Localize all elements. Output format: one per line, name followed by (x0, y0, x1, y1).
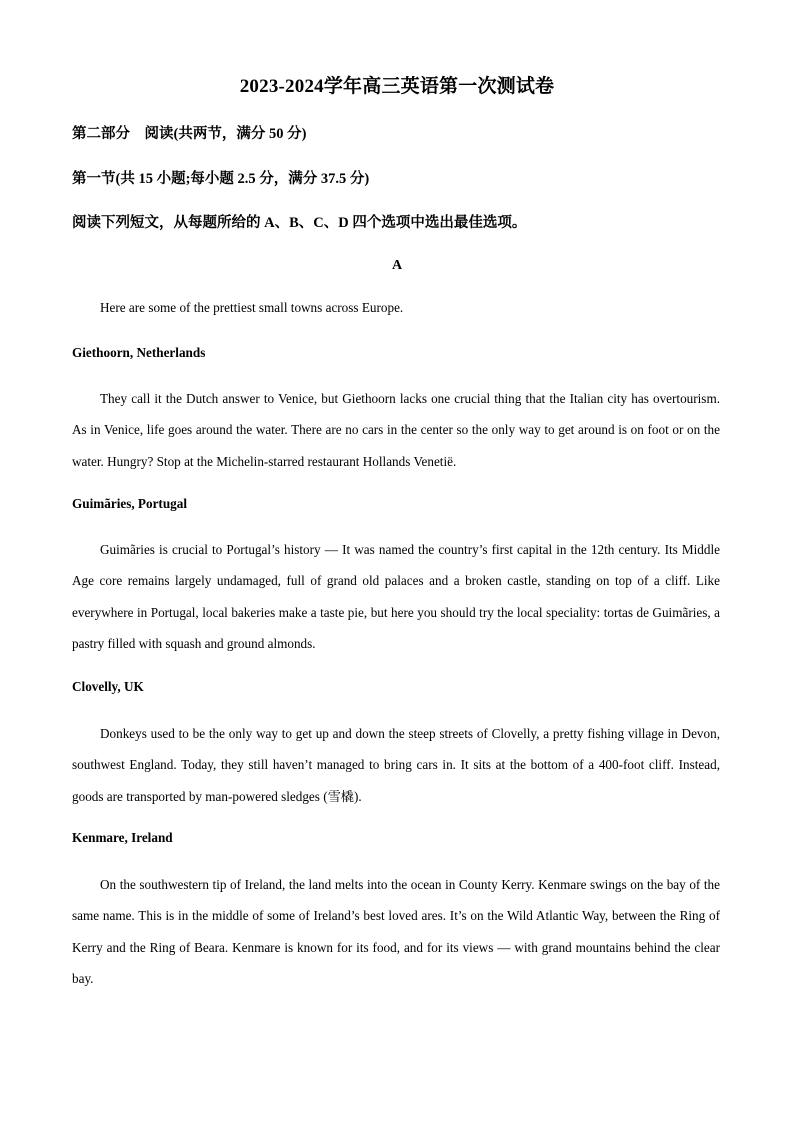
town-text-clovelly: Donkeys used to be the only way to get up and down the steep streets of Clovelly, a pretty fishing village in Devon, southwest England. Today, they still haven’t managed to bring cars in. It sits at the bottom of a 400-foot cliff. Instead, goods are transported by man-powered sledges (雪橇). (72, 726, 720, 804)
town-name-clovelly: Clovelly, UK (72, 679, 144, 694)
passage-intro: Here are some of the prettiest small towns across Europe. (100, 300, 404, 315)
town-name-giethoorn: Giethoorn, Netherlands (72, 345, 206, 360)
instruction: 阅读下列短文，从每题所给的 A、B、C、D 四个选项中选出最佳选项。 (72, 215, 527, 231)
town-text-giethoorn: They call it the Dutch answer to Venice, but Giethoorn lacks one crucial thing that the Italian city has overtourism. As in Venice, life goes around the water. There are no cars in the center so the only way to get around is on foot or on the water. Hungry? Stop at the Michelin-starred restaurant Hollands Venetië. (72, 391, 720, 469)
page-title: 2023-2024学年高三英语第一次测试卷 (239, 76, 555, 97)
passage-letter: A (391, 258, 403, 273)
town-text-guimaries: Guimãries is crucial to Portugal’s history — It was named the country’s first capital in the 12th century. Its Middle Age core remains largely undamaged, full of grand old palaces and a broken castle, standing on top of a cliff. Like everywhere in Portugal, local bakeries make a taste pie, but here you should try the local speciality: tortas de Guimãries, a pastry filled with squash and ground almonds. (72, 542, 720, 651)
town-name-guimaries: Guimãries, Portugal (72, 496, 188, 511)
town-name-kenmare: Kenmare, Ireland (72, 830, 173, 845)
town-text-kenmare: On the southwestern tip of Ireland, the land melts into the ocean in County Kerry. Kenmare swings on the bay of the same name. This is in the middle of some of Ireland’s best loved ares. It’s on the Wild Atlantic Way, between the Ring of Kerry and the Ring of Beara. Kenmare is known for its food, and for its views — with grand mountains behind the clear bay. (72, 877, 720, 986)
part-heading: 第二部分 阅读(共两节，满分 50 分) (72, 126, 307, 142)
section-heading: 第一节(共 15 小题;每小题 2.5 分，满分 37.5 分) (72, 171, 370, 187)
